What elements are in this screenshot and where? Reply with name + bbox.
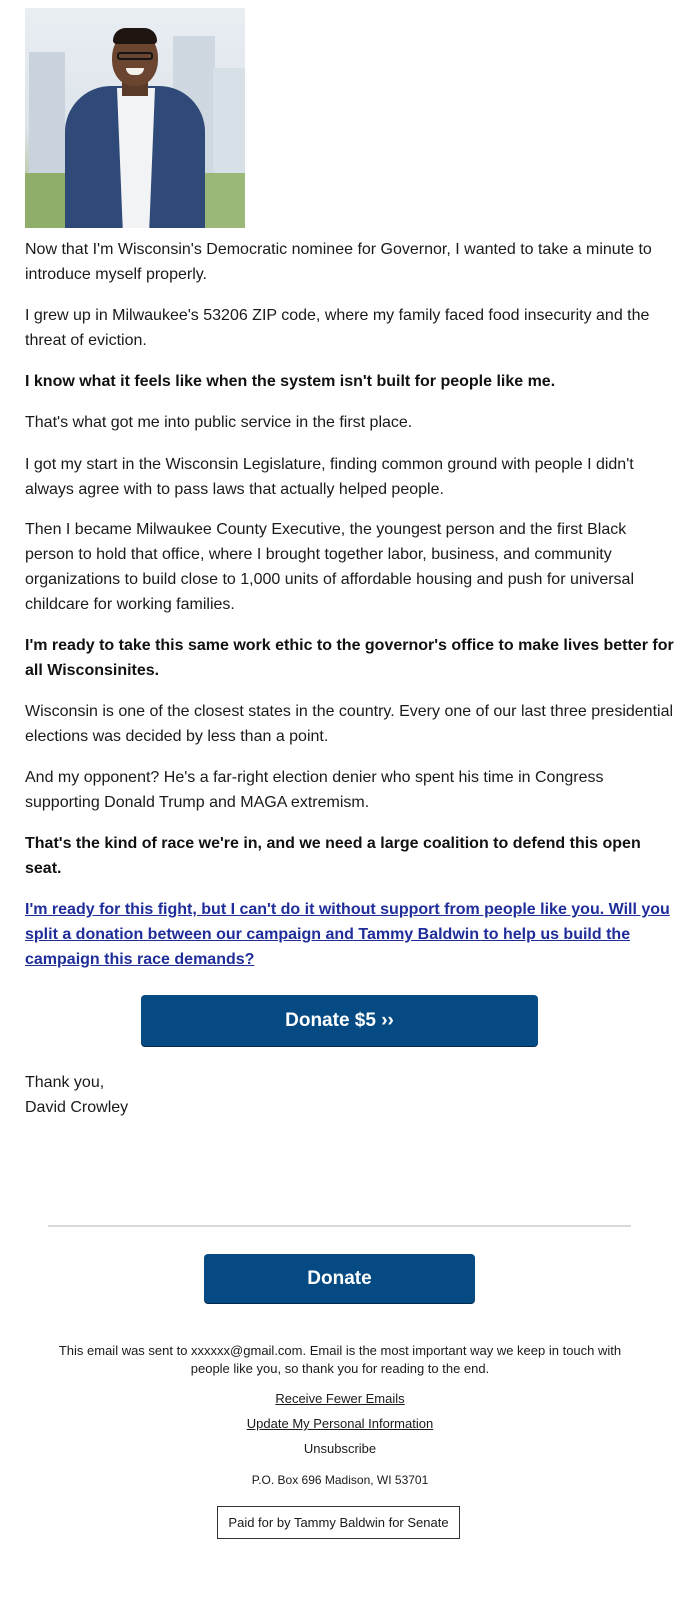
ready-paragraph: I'm ready to take this same work ethic to the governor's office to make lives better for all Wisconsinites. (25, 637, 674, 679)
signature-name: David Crowley (25, 1099, 129, 1116)
closest-states-paragraph: Wisconsin is one of the closest states in the country. Every one of our last three presidential elections was decided by less than a point. (25, 703, 674, 745)
opponent-paragraph: And my opponent? He's a far-right election denier who spent his time in Congress supporting Donald Trump and MAGA extremism. (25, 769, 604, 811)
intro-paragraph: Now that I'm Wisconsin's Democratic nominee for Governor, I wanted to take a minute to introduce myself properly. (25, 241, 652, 283)
update-personal-info-link[interactable]: Update My Personal Information (246, 1416, 434, 1431)
receive-fewer-emails-link[interactable]: Receive Fewer Emails (275, 1391, 405, 1406)
paid-for-disclaimer: Paid for by Tammy Baldwin for Senate (217, 1506, 460, 1539)
legislature-paragraph: I got my start in the Wisconsin Legislature, finding common ground with people I didn't always agree with to pass laws that actually helped people. (25, 456, 634, 498)
race-paragraph: That's the kind of race we're in, and we need a large coalition to defend this open seat. (25, 835, 641, 877)
know-feels-paragraph: I know what it feels like when the system isn't built for people like me. (25, 373, 556, 390)
footer-donate-button[interactable]: Donate (204, 1254, 475, 1303)
footer-divider (48, 1225, 631, 1227)
public-service-paragraph: That's what got me into public service in the first place. (25, 414, 413, 431)
footer-message: This email was sent to xxxxxx@gmail.com. Email is the most important way we keep in touch with people like you, so thank you for reading to the end. (58, 1343, 622, 1376)
donate-5-button[interactable]: Donate $5 ›› (141, 995, 538, 1046)
sign-off-text: Thank you, (25, 1074, 105, 1091)
footer-update-info-row (25, 1416, 655, 1431)
footer-fewer-emails-row (25, 1391, 655, 1406)
candidate-portrait (25, 8, 245, 228)
mailing-address: P.O. Box 696 Madison, WI 53701 (251, 1473, 429, 1487)
county-executive-paragraph: Then I became Milwaukee County Executive, the youngest person and the first Black person to hold that office, where I brought together labor, business, and community organizations to build close to 1,000 units of affordable housing and push for universal childcare for working families. (25, 521, 634, 613)
footer-unsubscribe-row (25, 1441, 655, 1456)
unsubscribe-link[interactable]: Unsubscribe (303, 1441, 377, 1456)
sign-off (25, 1070, 128, 1120)
grew-up-paragraph: I grew up in Milwaukee's 53206 ZIP code, where my family faced food insecurity and the threat of eviction. (25, 307, 650, 349)
donation-cta-link[interactable]: I'm ready for this fight, but I can't do it without support from people like you. Will you split a donation between our campaign and Tammy Baldwin to help us build the campaign this race demands? (25, 901, 670, 968)
